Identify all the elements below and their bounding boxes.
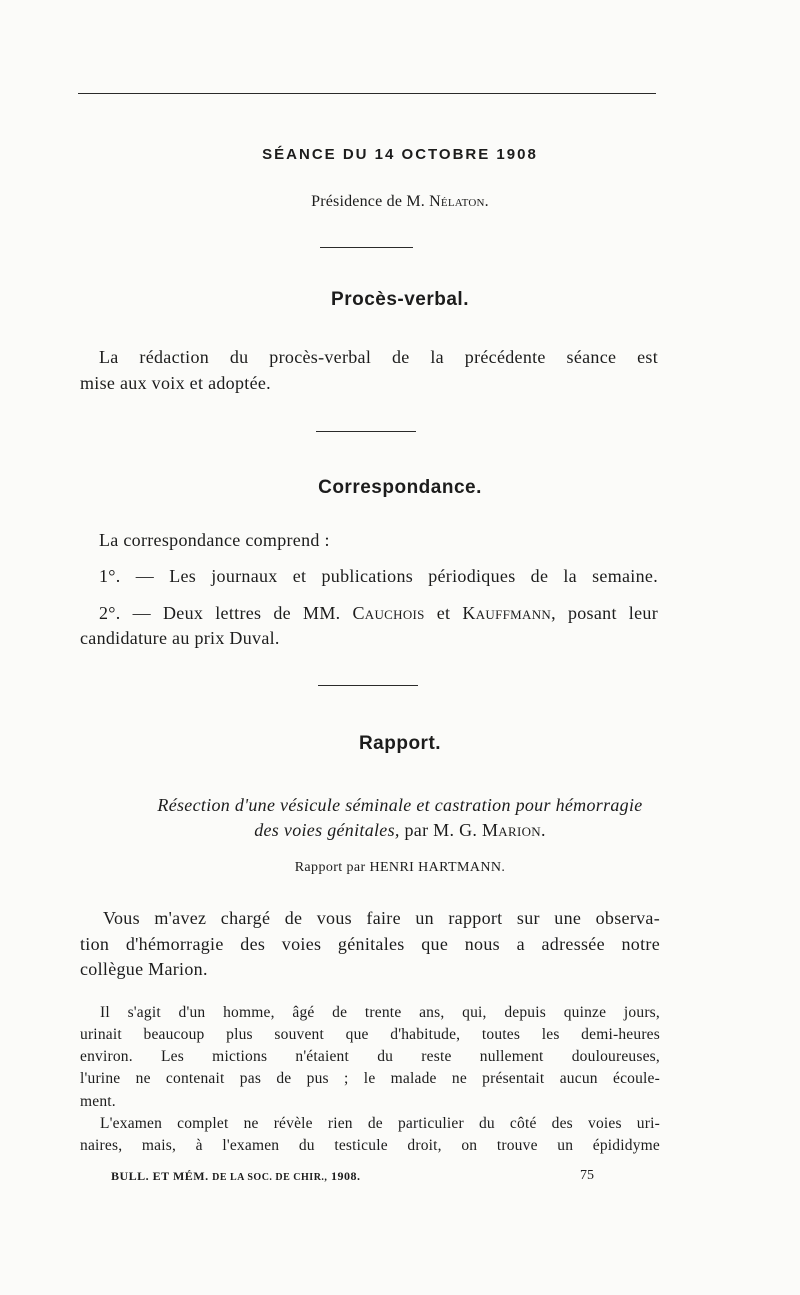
footer-journal (111, 1169, 360, 1184)
presidence-line (0, 193, 800, 211)
proces-verbal-line-2: mise aux voix et adoptée. (80, 373, 271, 393)
separator-rule (318, 685, 418, 686)
separator-rule (320, 247, 413, 248)
correspondance-heading: Correspondance. (318, 477, 482, 498)
obs-line-2: urinait beaucoup plus souvent que d'habitude, toutes les demi-heures (80, 1026, 660, 1043)
presidence-name: Nélaton. (429, 193, 489, 210)
presidence-prefix: Présidence de M. (311, 193, 425, 210)
correspondance-item-1: 1°. — Les journaux et publications périodiques de la semaine. (99, 566, 658, 586)
rapport-title-line-2 (0, 820, 800, 841)
proces-verbal-heading: Procès-verbal. (331, 289, 469, 310)
proces-verbal-line-1: La rédaction du procès-verbal de la précédente séance est (99, 347, 658, 367)
item2-post: posant leur (567, 603, 658, 623)
obs-line-6: L'examen complet ne révèle rien de particulier du côté des voies uri- (100, 1115, 660, 1132)
obs-line-4: l'urine ne contenait pas de pus ; le malade ne présentait aucun écoule- (80, 1070, 660, 1087)
obs-line-7: naires, mais, à l'examen du testicule droit, on trouve un épididyme (80, 1137, 660, 1154)
footer-journal-c: 1908. (330, 1169, 361, 1183)
footer-journal-b: DE LA SOC. DE CHIR., (212, 1172, 328, 1183)
separator-rule (316, 431, 416, 432)
intro-line-1: Vous m'avez chargé de vous faire un rapport sur une observa- (103, 908, 660, 928)
top-rule (78, 93, 656, 94)
rapport-title-name: Marion. (482, 820, 546, 840)
rapport-title-by: par M. G. (404, 820, 478, 840)
rapport-byline: Rapport par HENRI HARTMANN. (294, 860, 506, 875)
item2-name1: Cauchois (352, 603, 425, 623)
intro-line-3: collègue Marion. (80, 959, 208, 979)
item2-mid: et (436, 603, 451, 623)
rapport-title-line-1: Résection d'une vésicule séminale et castration pour hémorragie (157, 795, 643, 815)
correspondance-item-2 (99, 603, 658, 624)
item2-pre: 2°. — Deux lettres de MM. (99, 603, 341, 623)
correspondance-intro: La correspondance comprend : (99, 530, 330, 550)
item2-name2: Kauffmann, (462, 603, 556, 623)
obs-line-3: environ. Les mictions n'étaient du reste nullement douloureuses, (80, 1048, 660, 1065)
rapport-heading: Rapport. (358, 733, 442, 754)
session-title: SÉANCE DU 14 OCTOBRE 1908 (262, 146, 538, 163)
obs-line-5: ment. (80, 1093, 116, 1110)
correspondance-item-2-line-2: candidature au prix Duval. (80, 628, 280, 648)
rapport-title-italic: des voies génitales, (254, 820, 400, 840)
page-number: 75 (580, 1168, 594, 1183)
footer-journal-a: BULL. ET MÉM. (111, 1169, 209, 1183)
intro-line-2: tion d'hémorragie des voies génitales que nous a adressée notre (80, 934, 660, 954)
obs-line-1: Il s'agit d'un homme, âgé de trente ans, qui, depuis quinze jours, (100, 1004, 660, 1021)
